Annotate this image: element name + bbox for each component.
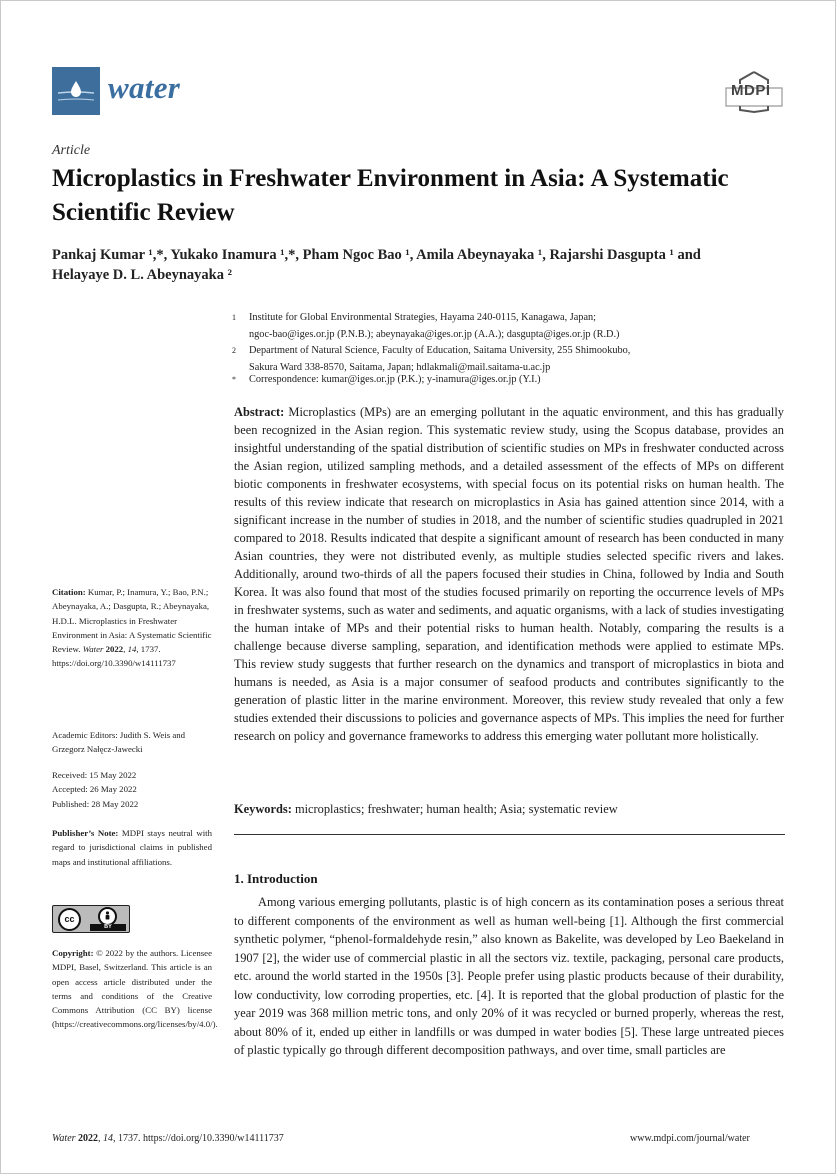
accepted-date: Accepted: 26 May 2022 <box>52 784 137 795</box>
publisher-note-label: Publisher’s Note: <box>52 828 119 838</box>
keywords <box>234 800 784 818</box>
citation-year: 2022 <box>105 644 124 655</box>
section-divider <box>234 834 785 835</box>
footer-doi[interactable]: , 1737. https://doi.org/10.3390/w14111737 <box>113 1133 284 1144</box>
copyright-text: © 2022 by the authors. Licensee MDPI, Basel, Switzerland. This article is an open access article distributed under the terms and conditions of the Creative Commons Attribution (CC BY) license (https://creativecommons.org/licenses/by/4.0/). <box>52 948 218 1030</box>
cc-icon: cc <box>58 908 81 931</box>
affiliation-1 <box>232 310 802 344</box>
page-title: Microplastics in Freshwater Environment in Asia: A Systematic Scientific Review <box>52 165 729 226</box>
journal-name[interactable]: water <box>108 70 181 105</box>
received-date: Received: 15 May 2022 <box>52 770 137 780</box>
affiliation-number: 2 <box>232 346 236 355</box>
footer-citation: Water 2022, 14, 1737. https://doi.org/10.3390/w14111737 <box>52 1133 284 1144</box>
footer-journal: Water <box>52 1133 76 1144</box>
keywords-text: microplastics; freshwater; human health; Asia; systematic review <box>294 802 618 816</box>
introduction-text: Among various emerging pollutants, plastic is of high concern as its contamination poses a serious threat to different components of the environment as well as human well-being [1]. Although the first commercial synthetic polymer, “phenol-formaldehyde resin,” also known as Bakelite, was developed by Leo Baekeland in 1907 [2], the wider use of commercial plastic in all the sectors viz. textile, packaging, personal care products, etc. around the world started in the 1950s [3]. People prefer using plastic products because of their durability, low conductivity, low corroding properties, etc. [4]. It is reported that the global production of plastic for the year 2019 was 368 million metric tons, and only 20% of it was recycled or burned properly, whereas the rest, about 80% of it, ended up either in landfills or was dumped in water bodies [5]. These large untreated pieces of plastic typically go through different decomposition pathways, and over time, small particles are <box>234 895 784 1057</box>
correspondence <box>232 372 802 390</box>
footer-year: 2022 <box>78 1133 99 1144</box>
copyright-label: Copyright: <box>52 948 94 958</box>
author-list <box>52 245 752 285</box>
dates-block <box>52 768 212 811</box>
footer-volume: 14 <box>103 1133 114 1144</box>
affiliation-emails[interactable]: ngoc-bao@iges.or.jp (P.N.B.); abeynayaka@iges.or.jp (A.A.); dasgupta@iges.or.jp (R.D.) <box>249 328 620 340</box>
by-label: BY <box>90 924 126 931</box>
keywords-label: Keywords: <box>234 802 292 816</box>
abstract-label: Abstract: <box>234 405 285 419</box>
authors-line-1[interactable]: Pankaj Kumar ¹,*, Yukako Inamura ¹,*, Pham Ngoc Bao ¹, Amila Abeynayaka ¹, Rajarshi Dasgupta ¹ and <box>52 247 701 263</box>
affiliation-number: 1 <box>232 313 236 322</box>
section-heading: 1. Introduction <box>234 871 318 886</box>
citation-volume: 14 <box>127 644 137 655</box>
authors-line-2[interactable]: Helayaye D. L. Abeynayaka ² <box>52 267 232 283</box>
publisher-logo[interactable] <box>722 70 786 114</box>
citation-block: Citation: Kumar, P.; Inamura, Y.; Bao, P.N.; Abeynayaka, A.; Dasgupta, R.; Abeynayaka, H.D.L. Microplastics in Freshwater Environment in Asia: A Systematic Scientific Review. Water 2022, 14, 1737. https://doi.org/10.3390/w14111737 <box>52 587 212 669</box>
published-date: Published: 28 May 2022 <box>52 798 139 809</box>
correspondence-emails[interactable]: Correspondence: kumar@iges.or.jp (P.K.); y-inamura@iges.or.jp (Y.I.) <box>249 374 541 385</box>
academic-editors: Academic Editors: Judith S. Weis and Grzegorz Nałęcz-Jawecki <box>52 730 186 755</box>
publisher-note <box>52 826 212 869</box>
copyright-block <box>52 946 218 1032</box>
publisher-note-text: MDPI stays neutral with regard to jurisdictional claims in published maps and institutional affiliations. <box>52 828 212 867</box>
correspondence-marker: * <box>232 375 236 384</box>
journal-logo[interactable] <box>52 67 100 115</box>
affiliation-line: Institute for Global Environmental Strategies, Hayama 240-0115, Kanagawa, Japan; <box>249 312 597 323</box>
cc-by-license-badge[interactable] <box>52 905 130 933</box>
publisher-name: MDPI <box>731 82 771 99</box>
citation-doi[interactable]: , 1737. https://doi.org/10.3390/w14111737 <box>52 644 176 669</box>
abstract <box>234 403 784 745</box>
abstract-text: Microplastics (MPs) are an emerging pollutant in the aquatic environment, and this has gradually been recognized in the Asian region. This systematic review study, using the Scopus database, provides an insightful understanding of the spatial distribution of scientific studies on MPs in freshwater conducted across the Asian region, utilized sampling methods, and a detailed assessment of the effects of MPs on different biotic components in freshwater ecosystems, with special focus on its potential risks on human health. The results of this review indicate that research on microplastics in Asia has gained attention since 2014, with a significant increase in the number of studies in 2018, and the number of scientific studies quadrupled in 2021 compared to 2018. Results indicated that despite a significant amount of research has been conducted in many Asian countries, they were not distributed evenly, as multiple studies selected specific rivers and lakes. Additionally, around two-thirds of all the papers focused their studies in China, followed by India and South Korea. It was also found that most of the studies focused primarily on reporting the occurrence levels of MPs in freshwater systems, such as water and sediments, and aquatic organisms, with a lack of studies investigating the human intake of MPs and their potential risks to human health. Notably, comparing the results is a challenge because diverse sampling, separation, and identification methods were applied to estimate MPs. This review study suggests that further research on the dynamics and transport of microplastics in biota and humans is needed, as Asia is a major consumer of seafood products and contributes significantly to the generation of plastic litter in the marine environment. Moreover, this review study revealed that only a few studies extended their discussions to policies and governance aspects of MPs. This implies the need for further research on policy and governance frameworks to address this emerging water pollutant more holistically. <box>234 405 784 743</box>
footer-journal-url[interactable]: www.mdpi.com/journal/water <box>630 1133 750 1144</box>
water-drop-icon <box>52 67 100 115</box>
affiliation-line: Department of Natural Science, Faculty of Education, Saitama University, 255 Shimookubo, <box>249 345 631 356</box>
affiliation-emails[interactable]: Sakura Ward 338-8570, Saitama, Japan; hdlakmali@mail.saitama-u.ac.jp <box>249 361 551 373</box>
citation-journal: Water <box>82 644 104 655</box>
article-type: Article <box>52 143 91 158</box>
citation-label: Citation: <box>52 587 86 597</box>
citation-authors: Kumar, P.; Inamura, Y.; Bao, P.N.; Abeynayaka, A.; Dasgupta, R.; Abeynayaka, H.D.L. Microplastics in Freshwater Environment in Asia: A Systematic Scientific Review. <box>52 587 212 655</box>
